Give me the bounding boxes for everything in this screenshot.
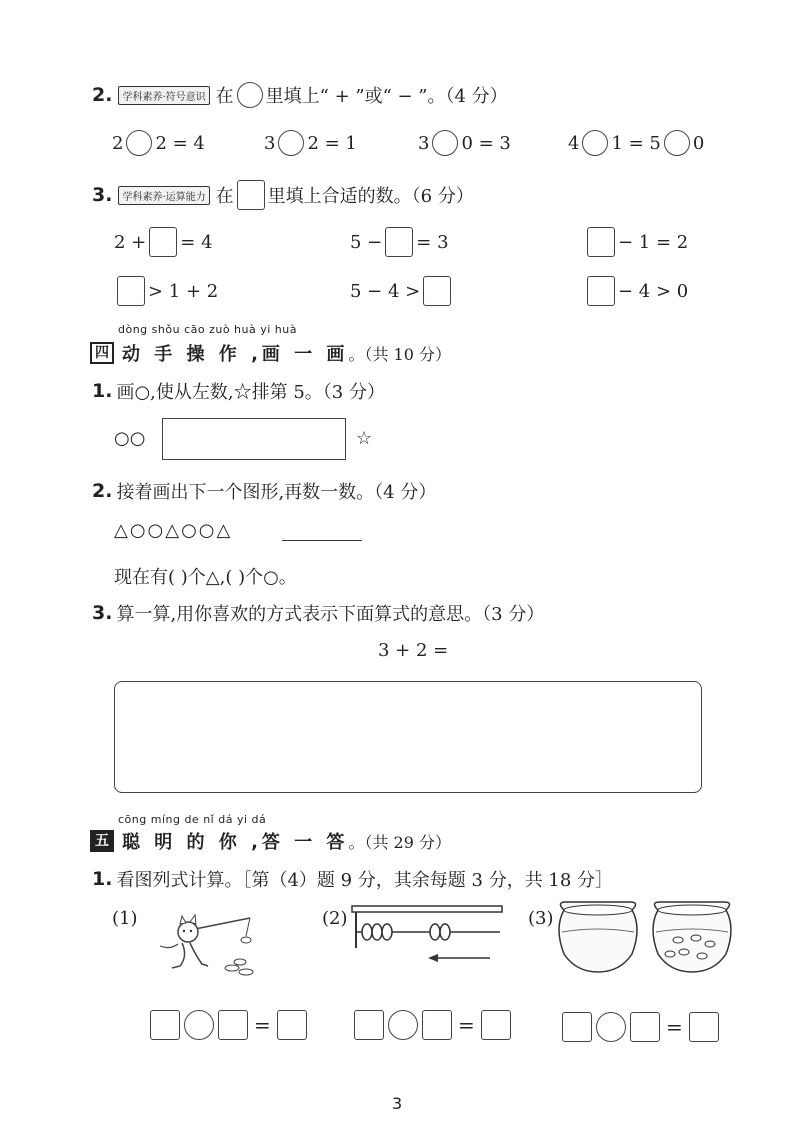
q2-eq-4 — [568, 130, 704, 156]
q2-eq4-blank-2[interactable] — [664, 130, 690, 156]
q2-eq3-blank[interactable] — [432, 130, 458, 156]
q2-eq3-left: 3 — [418, 132, 430, 154]
part3-blank-1[interactable] — [562, 1012, 592, 1042]
q2-eq-2 — [264, 130, 357, 156]
q3-instruction: 里填上合适的数。（6 分） — [267, 186, 474, 207]
q3-r1c2-blank[interactable] — [385, 227, 413, 257]
part1-blank-2[interactable] — [218, 1010, 248, 1040]
sec5-part3-label: (3) — [528, 908, 554, 929]
sec5-part2-label: (2) — [322, 908, 348, 929]
q2-number: 2. — [92, 84, 113, 106]
sec4-q2-answer-line[interactable] — [282, 540, 362, 541]
part2-op-blank[interactable] — [388, 1010, 418, 1040]
q2-eq1-left: 2 — [112, 132, 124, 154]
abacus-icon — [350, 904, 506, 972]
cat-fishing-illustration — [150, 910, 270, 980]
q3-number: 3. — [92, 184, 113, 206]
abacus-illustration — [350, 904, 506, 972]
q2-eq-3 — [418, 130, 511, 156]
q3-r1c2-right: = 3 — [416, 231, 449, 253]
q3-r2c3-right: − 4 > 0 — [618, 280, 689, 302]
q2-eq-1 — [112, 130, 205, 156]
q2-eq2-right: 2 = 1 — [307, 132, 357, 154]
part2-result-blank[interactable] — [481, 1010, 511, 1040]
q3-r1c1-blank[interactable] — [149, 227, 177, 257]
part2-blank-2[interactable] — [422, 1010, 452, 1040]
q3-r2c1-blank[interactable] — [117, 276, 145, 306]
sec4-q1-star: ☆ — [356, 428, 373, 449]
sec4-pinyin: dòng shǒu cāo zuò huà yi huà — [118, 323, 297, 336]
q3-header — [92, 180, 474, 210]
q3-r2-eq2 — [350, 276, 454, 306]
q3-square-sample — [237, 180, 265, 210]
q3-skill-tag: 学科素养·运算能力 — [118, 186, 209, 205]
page-number: 3 — [392, 1094, 403, 1113]
sec4-badge: 四 — [90, 342, 114, 364]
q2-eq2-left: 3 — [264, 132, 276, 154]
part3-op-blank[interactable] — [596, 1012, 626, 1042]
sec4-q3-number: 3. — [92, 602, 113, 624]
q2-eq4-left: 4 — [568, 132, 580, 154]
sec4-q2-pattern: △○○△○○△ — [114, 520, 233, 541]
sec5-header — [90, 828, 451, 854]
sec4-header — [90, 340, 451, 366]
q2-instruction: 里填上“ + ”或“ − ”。（4 分） — [265, 86, 508, 107]
fishbowls-illustration — [556, 898, 736, 978]
sec4-q3-expression: 3 + 2 = — [378, 640, 449, 661]
q3-r1c3-right: − 1 = 2 — [618, 231, 689, 253]
q2-eq1-right: 2 = 4 — [155, 132, 205, 154]
q3-r1-eq2 — [350, 227, 449, 257]
sec4-q3-answer-area[interactable] — [114, 681, 702, 793]
sec5-title: 聪 明 的 你 ,答 一 答 — [122, 832, 349, 853]
sec4-score: 。（共 10 分） — [348, 344, 451, 364]
fishbowl-icon — [556, 898, 736, 978]
q3-r1c1-left: 2 + — [114, 231, 147, 253]
sec4-q1-header — [92, 378, 385, 404]
part2-blank-1[interactable] — [354, 1010, 384, 1040]
cat-fishing-icon — [150, 910, 270, 980]
q2-skill-tag: 学科素养·符号意识 — [118, 86, 209, 105]
q3-r2c2-blank[interactable] — [423, 276, 451, 306]
q3-r1c2-left: 5 − — [350, 231, 383, 253]
sec4-q2-header — [92, 478, 436, 504]
q2-pre: 在 — [215, 86, 234, 107]
q3-r2-eq1 — [114, 276, 218, 306]
sec4-q1-circles: ○○ — [114, 428, 146, 449]
sec4-q2-text: 接着画出下一个图形,再数一数。（4 分） — [116, 482, 437, 503]
q3-pre: 在 — [215, 186, 234, 207]
sec5-q1-number: 1. — [92, 868, 113, 890]
sec5-pinyin: cōng míng de nǐ dá yi dá — [118, 813, 267, 826]
q2-header — [92, 82, 508, 108]
q2-eq4-mid: 1 = 5 — [611, 132, 661, 154]
sec5-q1-header — [92, 866, 613, 892]
part3-result-blank[interactable] — [689, 1012, 719, 1042]
q2-eq4-blank-1[interactable] — [582, 130, 608, 156]
sec5-part1-label: (1) — [112, 908, 138, 929]
sec5-score: 。（共 29 分） — [348, 832, 451, 852]
q3-r2c1-right: > 1 + 2 — [148, 280, 219, 302]
q3-r1-eq3 — [584, 227, 688, 257]
part3-blank-2[interactable] — [630, 1012, 660, 1042]
sec4-q1-draw-box[interactable] — [162, 418, 346, 460]
q2-eq2-blank[interactable] — [278, 130, 304, 156]
q2-eq4-right: 0 — [692, 132, 705, 154]
q3-r1c3-blank[interactable] — [587, 227, 615, 257]
sec4-title: 动 手 操 作 ,画 一 画 — [122, 344, 349, 365]
sec5-part3-answer — [560, 1012, 721, 1042]
q3-r1-eq1 — [114, 227, 213, 257]
part1-op-blank[interactable] — [184, 1010, 214, 1040]
q3-r2c2-left: 5 − 4 > — [350, 280, 421, 302]
sec5-badge: 五 — [90, 830, 114, 852]
sec5-q1-text: 看图列式计算。［第（4）题 9 分，其余每题 3 分，共 18 分］ — [116, 870, 614, 891]
part1-blank-1[interactable] — [150, 1010, 180, 1040]
part3-equals: = — [666, 1015, 683, 1039]
sec4-q1-number: 1. — [92, 380, 113, 402]
sec4-q2-count: 现在有( )个△,( )个○。 — [114, 567, 297, 588]
q2-circle-sample — [237, 82, 263, 108]
sec4-q2-number: 2. — [92, 480, 113, 502]
sec5-part2-answer — [352, 1010, 513, 1040]
sec4-q3-header — [92, 600, 544, 626]
q3-r2c3-blank[interactable] — [587, 276, 615, 306]
part1-equals: = — [254, 1013, 271, 1037]
q2-eq3-right: 0 = 3 — [461, 132, 511, 154]
sec4-q1-text: 画○,使从左数,☆排第 5。（3 分） — [116, 382, 385, 403]
sec4-q3-text: 算一算,用你喜欢的方式表示下面算式的意思。（3 分） — [116, 604, 545, 625]
part1-result-blank[interactable] — [277, 1010, 307, 1040]
q3-r1c1-right: = 4 — [180, 231, 213, 253]
sec5-part1-answer — [148, 1010, 309, 1040]
q3-r2-eq3 — [584, 276, 688, 306]
part2-equals: = — [458, 1013, 475, 1037]
q2-eq1-blank[interactable] — [126, 130, 152, 156]
